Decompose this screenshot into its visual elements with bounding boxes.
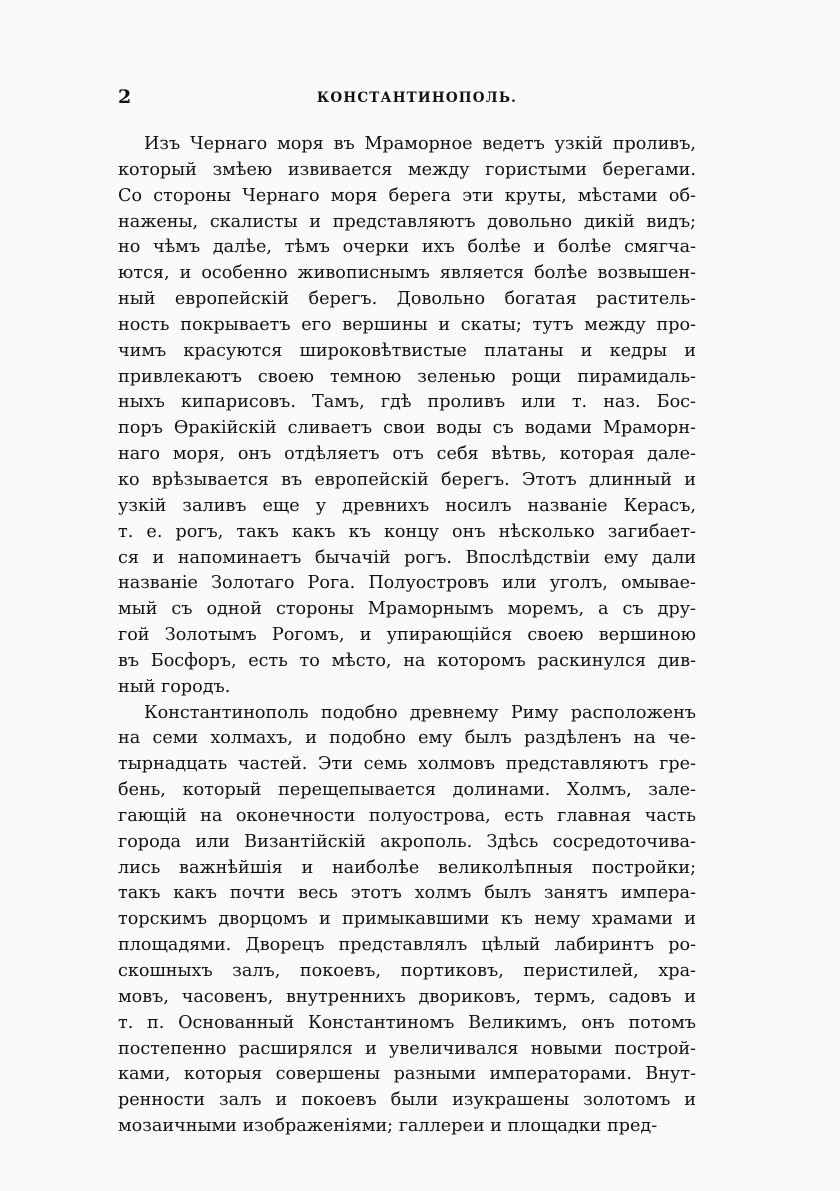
text-line: узкій заливъ еще у древнихъ носилъ названіе Керасъ, (118, 495, 696, 516)
text-line: ный европейскій берегъ. Довольно богатая раститель- (118, 289, 696, 310)
text-line: чимъ красуются широковѣтвистые платаны и кедры и (118, 340, 696, 361)
text-line: привлекаютъ своею темною зеленью рощи пирамидаль- (118, 366, 696, 387)
text-line: ность покрываетъ его вершины и скаты; тутъ между про- (118, 314, 696, 335)
text-line: тырнадцать частей. Эти семь холмовъ представляютъ гре- (118, 754, 696, 775)
page-number: 2 (118, 86, 132, 108)
text-line: ками, которыя совершены разными императорами. Внут- (118, 1064, 696, 1085)
text-line: т. п. Основанный Константиномъ Великимъ, онъ потомъ (118, 1012, 696, 1033)
text-line: наго моря, онъ отдѣляетъ отъ себя вѣтвь, которая дале- (118, 444, 696, 465)
text-line: Изъ Чернаго моря въ Мраморное ведетъ узкій проливъ, (144, 134, 696, 154)
paragraph-2 (118, 701, 696, 1140)
text-line: гой Золотымъ Рогомъ, и упирающійся своею вершиною (118, 625, 696, 646)
text-line: нажены, скалисты и представляютъ довольно дикій видъ; (118, 211, 696, 232)
page-header (118, 86, 698, 110)
text-line: поръ Ѳракійскій сливаетъ свои воды съ водами Мраморн- (118, 418, 696, 439)
text-line: т. е. рогъ, такъ какъ къ концу онъ нѣсколько загибает- (118, 521, 696, 542)
text-line: бень, который перещепывается долинами. Холмъ, зале- (118, 780, 696, 801)
body-text (118, 132, 696, 1140)
text-line: ся и напоминаетъ бычачій рогъ. Впослѣдствіи ему дали (118, 547, 696, 568)
text-line: площадями. Дворецъ представлялъ цѣлый лабиринтъ ро- (118, 935, 696, 956)
text-line: ныхъ кипарисовъ. Тамъ, гдѣ проливъ или т. наз. Бос- (118, 392, 696, 413)
text-line: ко врѣзывается въ европейскій берегъ. Этотъ длинный и (118, 469, 696, 490)
text-line: мый съ одной стороны Мраморнымъ моремъ, а съ дру- (118, 599, 696, 620)
text-line: названіе Золотаго Рога. Полуостровъ или уголъ, омывае- (118, 573, 696, 594)
text-line: такъ какъ почти весь этотъ холмъ былъ занятъ импера- (118, 883, 696, 904)
text-line: гающій на оконечности полуострова, есть главная часть (118, 805, 696, 826)
running-title: КОНСТАНТИНОПОЛЬ. (316, 90, 518, 106)
text-line: Константинополь подобно древнему Риму расположенъ (144, 702, 696, 723)
text-line: города или Византійскій акрополь. Здѣсь сосредоточива- (118, 831, 696, 852)
text-line: мозаичными изображеніями; галлереи и площадки пред- (118, 1116, 658, 1137)
text-line: который змѣею извивается между гористыми берегами. (118, 159, 696, 180)
text-line: скошныхъ залъ, покоевъ, портиковъ, перистилей, хра- (118, 961, 696, 981)
text-line: мовъ, часовенъ, внутреннихъ двориковъ, термъ, садовъ и (118, 986, 696, 1007)
text-line: ренности залъ и покоевъ были изукрашены золотомъ и (118, 1090, 696, 1111)
text-line: постепенно расширялся и увеличивался новыми построй- (118, 1038, 696, 1059)
text-line: но чѣмъ далѣе, тѣмъ очерки ихъ болѣе и болѣе смягча- (118, 237, 696, 258)
text-line: Со стороны Чернаго моря берега эти круты, мѣстами об- (118, 185, 696, 206)
text-line: торскимъ дворцомъ и примыкавшими къ нему храмами и (118, 909, 696, 930)
text-line: ются, и особенно живописнымъ является болѣе возвышен- (118, 263, 696, 284)
text-line: въ Босфоръ, есть то мѣсто, на которомъ раскинулся див- (118, 650, 696, 671)
text-line: ный городъ. (118, 676, 231, 697)
paragraph-1 (118, 132, 696, 701)
text-line: лись важнѣйшія и наиболѣе великолѣпныя постройки; (118, 857, 696, 878)
text-line: на семи холмахъ, и подобно ему былъ раздѣленъ на че- (118, 728, 696, 749)
